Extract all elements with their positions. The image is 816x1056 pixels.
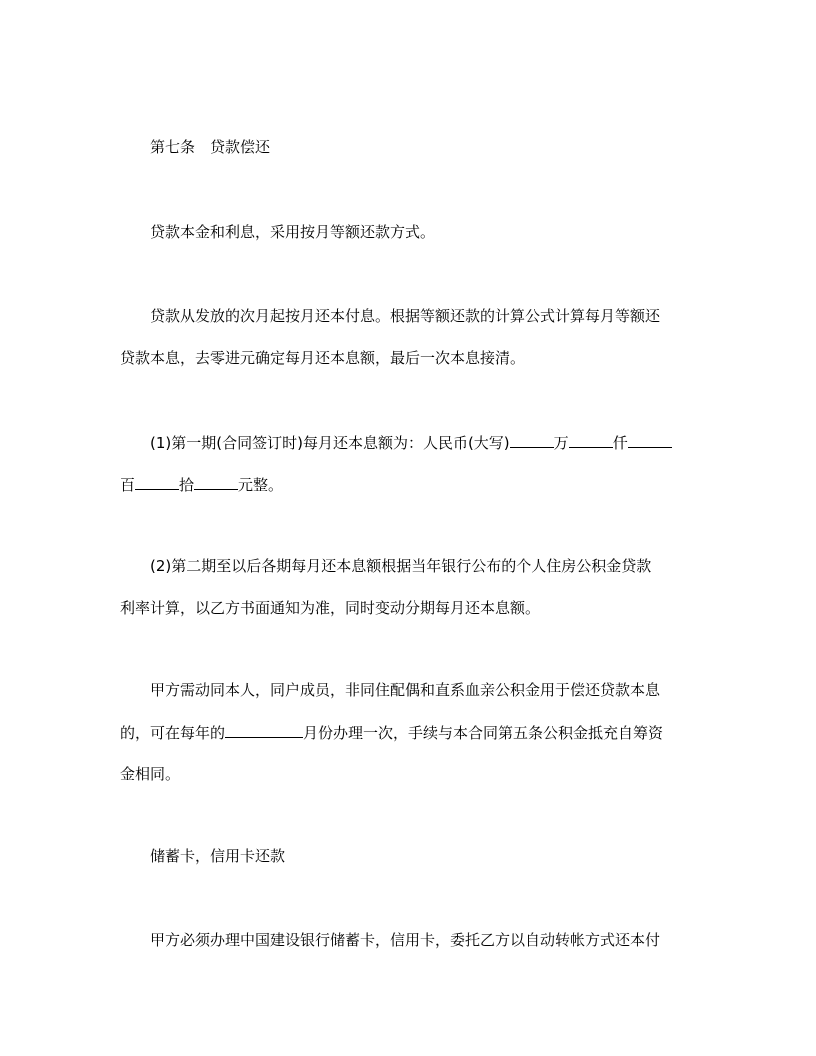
first-period-text: (1)第一期(合同签订时)每月还本息额为：人民币(大写) — [150, 434, 510, 452]
blank-bai[interactable] — [628, 432, 672, 448]
paragraph-card-repayment-line1: 甲方必须办理中国建设银行储蓄卡，信用卡，委托乙方以自动转帐方式还本付 — [150, 931, 661, 949]
paragraph-repayment-method: 贷款本金和利息，采用按月等额还款方式。 — [150, 223, 436, 241]
unit-shi: 拾 — [179, 476, 195, 494]
blank-month[interactable] — [225, 722, 303, 738]
blank-yuan[interactable] — [194, 474, 238, 490]
unit-yuan: 元整。 — [238, 476, 284, 494]
provident-fund-suffix: 月份办理一次，手续与本合同第五条公积金抵充自筹资 — [303, 724, 664, 742]
paragraph-first-period-line1 — [150, 432, 730, 453]
paragraph-later-periods-line1: (2)第二期至以后各期每月还本息额根据当年银行公布的个人住房公积金贷款 — [150, 557, 652, 575]
paragraph-provident-fund-line2 — [120, 722, 700, 743]
paragraph-repayment-start-line2: 贷款本息，去零进元确定每月还本息额，最后一次本息接清。 — [120, 349, 526, 367]
paragraph-provident-fund-line3: 金相同。 — [120, 765, 181, 783]
article-heading: 第七条 贷款偿还 — [150, 138, 271, 156]
unit-bai: 百 — [120, 476, 136, 494]
blank-wan[interactable] — [510, 432, 554, 448]
blank-shi[interactable] — [135, 474, 179, 490]
unit-wan: 万 — [553, 434, 569, 452]
paragraph-provident-fund-line1: 甲方需动同本人，同户成员，非同住配偶和直系血亲公积金用于偿还贷款本息 — [150, 681, 661, 699]
paragraph-repayment-start-line1: 贷款从发放的次月起按月还本付息。根据等额还款的计算公式计算每月等额还 — [150, 307, 661, 325]
unit-qian: 仟 — [612, 434, 628, 452]
paragraph-first-period-line2 — [120, 474, 700, 495]
paragraph-later-periods-line2: 利率计算，以乙方书面通知为准，同时变动分期每月还本息额。 — [120, 599, 541, 617]
blank-qian[interactable] — [569, 432, 613, 448]
section-heading-card-repayment: 储蓄卡，信用卡还款 — [150, 847, 286, 865]
provident-fund-prefix: 的，可在每年的 — [120, 724, 226, 742]
